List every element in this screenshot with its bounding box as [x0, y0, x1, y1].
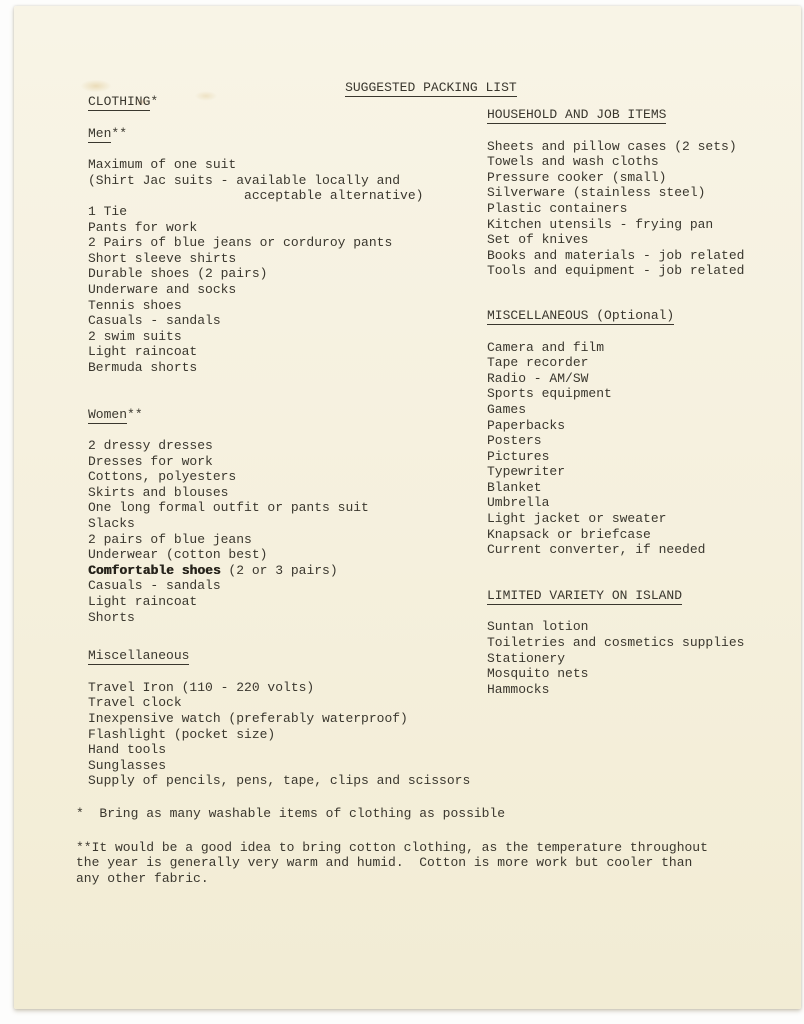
- footnote-double-asterisk: [76, 840, 708, 887]
- list-item: Tools and equipment - job related: [487, 263, 745, 279]
- section-heading-miscellaneous: Miscellaneous: [88, 648, 190, 664]
- list-item: Casuals - sandals: [88, 578, 221, 594]
- list-item: Stationery: [487, 650, 566, 666]
- section-limited-variety: [487, 588, 744, 698]
- list-item: Pressure cooker (small): [487, 169, 667, 185]
- list-item: Underwear (cotton best): [88, 547, 268, 563]
- section-heading-limited-variety: LIMITED VARIETY ON ISLAND: [487, 587, 683, 603]
- list-item: Cottons, polyesters: [88, 469, 237, 485]
- bold-text: Comfortable shoes: [88, 562, 221, 578]
- miscellaneous-optional-items-list: [487, 340, 744, 558]
- packing-list-document: [14, 6, 801, 1009]
- list-item: Hammocks: [487, 681, 550, 697]
- list-item: Travel Iron (110 - 220 volts): [88, 679, 315, 695]
- footnotes: [76, 806, 708, 886]
- list-item: Short sleeve shirts: [88, 250, 237, 266]
- list-item: Toiletries and cosmetics supplies: [487, 635, 745, 651]
- list-item: Paperbacks: [487, 417, 566, 433]
- list-item: Durable shoes (2 pairs): [88, 266, 268, 282]
- footnote-single-asterisk: * Bring as many washable items of clothing as possible: [76, 806, 506, 821]
- section-heading-household: HOUSEHOLD AND JOB ITEMS: [487, 107, 667, 122]
- list-item: Pants for work: [88, 219, 198, 235]
- list-item: Hand tools: [88, 742, 167, 758]
- list-item: **It would be a good idea to bring cotton clothing, as the temperature throughout: [76, 839, 708, 855]
- men-items-list: [88, 157, 470, 375]
- list-item: Dresses for work: [88, 453, 213, 469]
- household-items-list: [487, 139, 744, 279]
- heading-asterisk: **: [127, 406, 143, 422]
- list-item: 2 Pairs of blue jeans or corduroy pants: [88, 235, 393, 251]
- list-item: Books and materials - job related: [487, 247, 745, 263]
- list-item: Games: [487, 401, 527, 417]
- list-item: acceptable alternative): [88, 188, 424, 204]
- list-item: Pictures: [487, 448, 550, 464]
- list-item: 2 pairs of blue jeans: [88, 531, 252, 547]
- page-title: SUGGESTED PACKING LIST: [345, 79, 517, 95]
- list-item: Kitchen utensils - frying pan: [487, 216, 714, 232]
- list-item: Supply of pencils, pens, tape, clips and scissors: [88, 773, 471, 789]
- section-household: [487, 107, 744, 279]
- section-heading-clothing: CLOTHING*: [88, 94, 159, 109]
- list-item: Sports equipment: [487, 386, 612, 402]
- miscellaneous-items-list: [88, 680, 470, 789]
- left-column: [88, 94, 470, 789]
- list-item: Camera and film: [487, 339, 605, 355]
- list-item: Bermuda shorts: [88, 359, 198, 375]
- section-miscellaneous: [88, 648, 470, 789]
- list-item: Underware and socks: [88, 281, 237, 297]
- list-item: Umbrella: [487, 495, 550, 511]
- list-item: Suntan lotion: [487, 619, 589, 635]
- list-item: Tennis shoes: [88, 297, 182, 313]
- right-column: [487, 107, 744, 697]
- list-item: Light raincoat: [88, 344, 198, 360]
- list-item: Skirts and blouses: [88, 484, 229, 500]
- list-item: Sheets and pillow cases (2 sets): [487, 138, 737, 154]
- list-item: Sunglasses: [88, 757, 167, 773]
- list-item: Blanket: [487, 479, 542, 495]
- list-item: Shorts: [88, 609, 135, 625]
- list-item: Maximum of one suit: [88, 157, 237, 173]
- list-item: Plastic containers: [487, 200, 628, 216]
- list-item: 2 swim suits: [88, 328, 182, 344]
- list-item: (Shirt Jac suits - available locally and: [88, 172, 401, 188]
- section-miscellaneous-optional: [487, 308, 744, 558]
- list-item: the year is generally very warm and humid. Cotton is more work but cooler than: [76, 855, 693, 871]
- section-heading-women: Women**: [88, 406, 143, 422]
- list-item: Mosquito nets: [487, 666, 589, 682]
- list-item: Typewriter: [487, 464, 566, 480]
- list-item: Tape recorder: [487, 355, 589, 371]
- list-item: Set of knives: [487, 232, 589, 248]
- list-item: One long formal outfit or pants suit: [88, 500, 369, 516]
- list-item: Radio - AM/SW: [487, 370, 589, 386]
- list-item: Silverware (stainless steel): [487, 185, 706, 201]
- list-item: 2 dressy dresses: [88, 438, 213, 454]
- list-item: Towels and wash cloths: [487, 154, 659, 170]
- limited-variety-items-list: [487, 619, 744, 697]
- list-item: Knapsack or briefcase: [487, 526, 651, 542]
- section-men: [88, 126, 470, 376]
- list-item: Inexpensive watch (preferably waterproof): [88, 711, 408, 726]
- list-item: Comfortable shoes (2 or 3 pairs): [88, 562, 338, 578]
- women-items-list: [88, 438, 470, 625]
- list-item: Posters: [487, 433, 542, 449]
- section-heading-miscellaneous-optional: MISCELLANEOUS (Optional): [487, 307, 675, 323]
- list-item: Slacks: [88, 516, 135, 532]
- heading-asterisk: **: [111, 125, 128, 141]
- list-item: Light jacket or sweater: [487, 511, 667, 527]
- section-women: [88, 407, 470, 626]
- list-item: Current converter, if needed: [487, 542, 706, 558]
- list-item: Travel clock: [88, 695, 182, 711]
- list-item: Light raincoat: [88, 594, 198, 610]
- list-item: Flashlight (pocket size): [88, 726, 276, 742]
- list-item: Casuals - sandals: [88, 313, 221, 329]
- section-heading-men: Men**: [88, 125, 128, 141]
- list-item: any other fabric.: [76, 870, 209, 886]
- list-item: 1 Tie: [88, 203, 128, 219]
- heading-asterisk: *: [150, 94, 159, 109]
